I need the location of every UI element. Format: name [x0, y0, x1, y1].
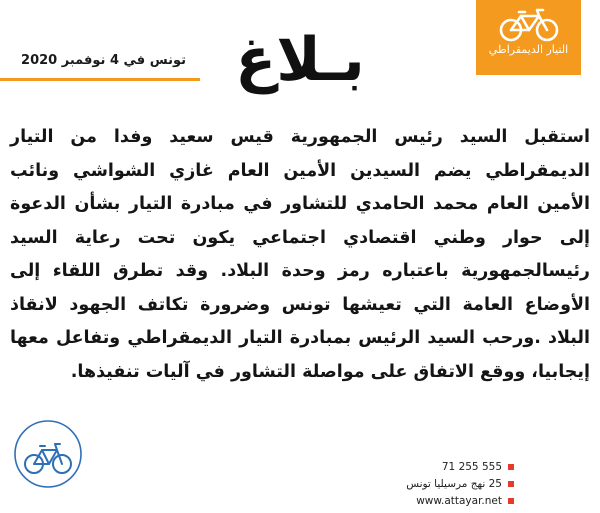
contact-phone: 71 255 555 [441, 460, 502, 473]
date-header [0, 46, 200, 82]
bullet-icon [508, 498, 514, 504]
bicycle-emblem-icon [12, 418, 84, 490]
contact-website[interactable]: www.attayar.net [416, 494, 502, 507]
contact-info [314, 458, 514, 509]
bullet-icon [508, 464, 514, 470]
page-title: بـلاغ [235, 25, 365, 95]
statement-body: استقبل السيد رئيس الجمهورية قيس سعيد وفدا من التيار الديمقراطي يضم السيدين الأمين العام غازي الشواشي ونائب الأمين العام محمد الحامدي للتشاور في مبادرة التيار بشأن الدعوة إلى حوار وطني اقتصادي اجتماعي يكون تحت رعاية السيد رئيسالجمهورية باعتباره رمز وحدة البلاد. وقد تطرق اللقاء إلى الأوضاع العامة التي تعيشها تونس وضرورة تكاتف الجهود لانقاذ البلاد .ورحب السيد الرئيس بمبادرة التيار الديمقراطي وتفاعل معها إيجابيا، ووقع الاتفاق على مواصلة التشاور في آليات تنفيذها. [10, 127, 590, 382]
contact-website-row [314, 492, 514, 509]
logo-text: التيار الديمقراطي [488, 43, 569, 56]
contact-address: 25 نهج مرسيليا تونس [406, 477, 502, 490]
bullet-icon [508, 481, 514, 487]
contact-phone-row [314, 458, 514, 475]
bicycle-icon [499, 6, 559, 42]
date-text: تونس في 4 نوفمبر 2020 [21, 53, 186, 68]
date-underline [0, 78, 200, 81]
party-logo [476, 0, 581, 75]
contact-address-row [314, 475, 514, 492]
